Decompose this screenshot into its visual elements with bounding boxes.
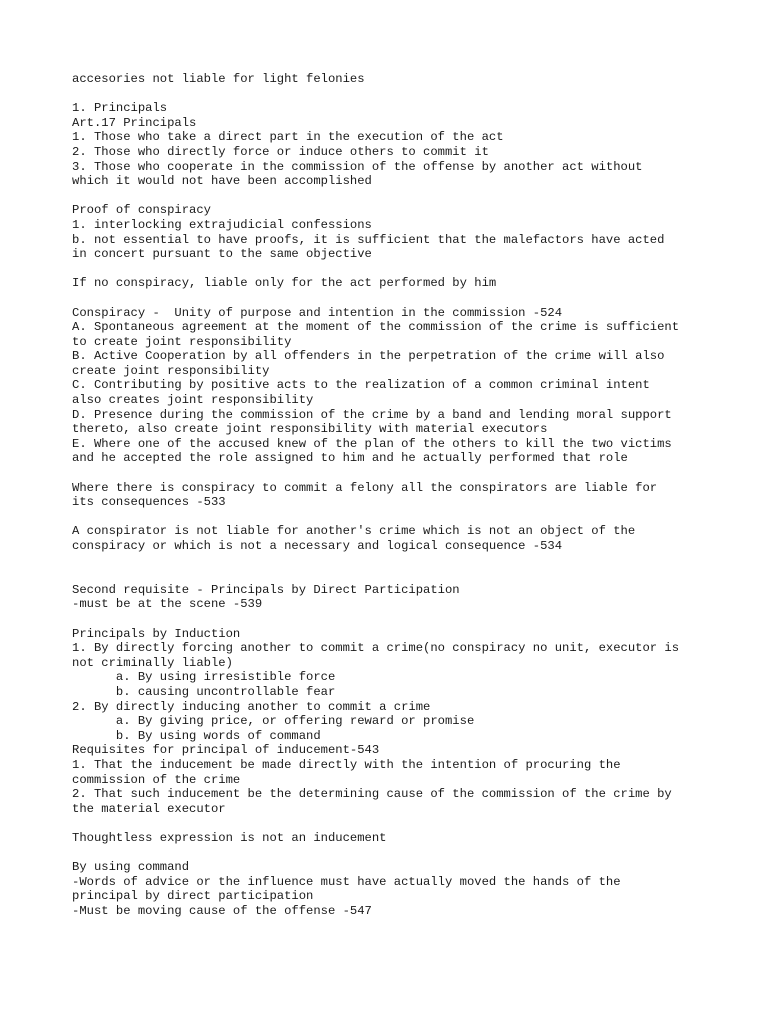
blank-line bbox=[72, 845, 712, 860]
text-line: -must be at the scene -539 bbox=[72, 597, 263, 612]
text-line: also creates joint responsibility bbox=[72, 393, 314, 408]
text-line: A conspirator is not liable for another's crime which is not an object of the bbox=[72, 524, 636, 539]
text-line: Conspiracy - Unity of purpose and intention in the commission -524 bbox=[72, 305, 563, 320]
text-line: 1. Those who take a direct part in the execution of the act bbox=[72, 130, 504, 145]
text-line: a. By giving price, or offering reward or promise bbox=[72, 714, 475, 729]
text-line: 1. That the inducement be made directly with the intention of procuring the bbox=[72, 757, 621, 772]
text-line: -Words of advice or the influence must have actually moved the hands of the bbox=[72, 874, 621, 889]
text-line: b. not essential to have proofs, it is sufficient that the malefactors have acted bbox=[72, 232, 665, 247]
text-line: C. Contributing by positive acts to the realization of a common criminal intent bbox=[72, 378, 650, 393]
text-line: Second requisite - Principals by Direct Participation bbox=[72, 582, 460, 597]
text-line: not criminally liable) bbox=[72, 655, 233, 670]
blank-line bbox=[72, 554, 712, 569]
text-line: 2. That such inducement be the determining cause of the commission of the crime by bbox=[72, 787, 672, 802]
text-line: b. By using words of command bbox=[72, 728, 321, 743]
text-line: accesories not liable for light felonies bbox=[72, 72, 365, 86]
text-line: A. Spontaneous agreement at the moment of the commission of the crime is sufficient bbox=[72, 320, 680, 335]
text-line: D. Presence during the commission of the crime by a band and lending moral support bbox=[72, 407, 672, 422]
blank-line bbox=[72, 816, 712, 831]
text-line: and he accepted the role assigned to him and he actually performed that role bbox=[72, 451, 628, 466]
text-line: 1. By directly forcing another to commit a crime(no conspiracy no unit, executor is bbox=[72, 641, 680, 656]
text-line: to create joint responsibility bbox=[72, 334, 292, 349]
blank-line bbox=[72, 87, 712, 102]
text-line: Art.17 Principals bbox=[72, 115, 197, 130]
document-page bbox=[72, 72, 712, 918]
blank-line bbox=[72, 466, 712, 481]
text-line: in concert pursuant to the same objective bbox=[72, 247, 372, 262]
text-line: Thoughtless expression is not an inducement bbox=[72, 830, 387, 845]
blank-line bbox=[72, 612, 712, 627]
text-line: conspiracy or which is not a necessary and logical consequence -534 bbox=[72, 539, 563, 553]
text-line: By using command bbox=[72, 860, 190, 875]
text-line: Requisites for principal of inducement-543 bbox=[72, 743, 380, 758]
blank-line bbox=[72, 262, 712, 277]
text-line: which it would not have been accomplished bbox=[72, 174, 372, 189]
text-line: its consequences -533 bbox=[72, 495, 226, 510]
text-line: E. Where one of the accused knew of the plan of the others to kill the two victims bbox=[72, 436, 672, 451]
text-line: principal by direct participation bbox=[72, 889, 314, 904]
text-line: -Must be moving cause of the offense -547 bbox=[72, 903, 372, 918]
text-line: 2. Those who directly force or induce others to commit it bbox=[72, 144, 489, 159]
blank-line bbox=[72, 291, 712, 306]
blank-line bbox=[72, 510, 712, 525]
text-line: a. By using irresistible force bbox=[72, 670, 336, 685]
text-line: B. Active Cooperation by all offenders in the perpetration of the crime will also bbox=[72, 349, 665, 364]
text-line: create joint responsibility bbox=[72, 363, 270, 378]
text-line: Principals by Induction bbox=[72, 626, 241, 641]
text-line: 2. By directly inducing another to commit a crime bbox=[72, 699, 431, 714]
text-line: the material executor bbox=[72, 801, 226, 816]
text-line: 1. interlocking extrajudicial confessions bbox=[72, 217, 372, 232]
text-line: commission of the crime bbox=[72, 772, 241, 787]
text-line: thereto, also create joint responsibility with material executors bbox=[72, 422, 548, 437]
text-line: Where there is conspiracy to commit a felony all the conspirators are liable for bbox=[72, 480, 658, 495]
text-line: Proof of conspiracy bbox=[72, 203, 211, 218]
text-line: If no conspiracy, liable only for the act performed by him bbox=[72, 276, 497, 291]
text-line: 1. Principals bbox=[72, 101, 168, 116]
blank-line bbox=[72, 189, 712, 204]
text-line: b. causing uncontrollable fear bbox=[72, 684, 336, 699]
text-line: 3. Those who cooperate in the commission of the offense by another act without bbox=[72, 159, 643, 174]
blank-line bbox=[72, 568, 712, 583]
